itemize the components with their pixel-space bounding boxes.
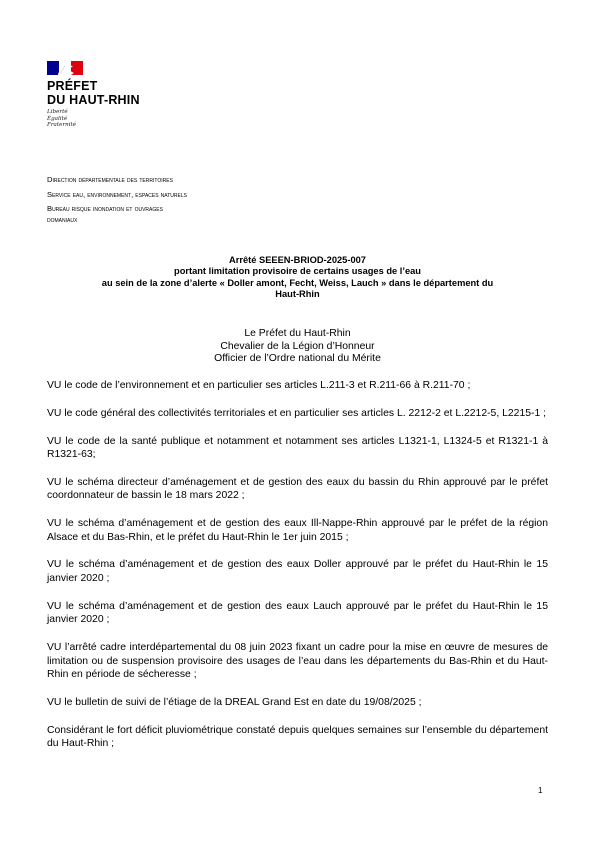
prefet-identity-line-1: Le Préfet du Haut-Rhin	[244, 328, 351, 339]
paragraph-vu-code-environnement: VU le code de l’environnement et en particulier ses articles L.211-3 et R.211-66 à R.211-70 ;	[47, 380, 471, 391]
prefet-line-2: DU HAUT-RHIN	[47, 93, 140, 107]
prefet-identity	[47, 328, 548, 366]
motto-fraternite: Fraternité	[47, 122, 77, 129]
paragraph-vu-sage-lauch: VU le schéma d’aménagement et de gestion des eaux Lauch approuvé par le préfet du Haut-Rhin le 15 janvier 2020 ;	[47, 600, 548, 626]
paragraph-vu-code-sante: VU le code de la santé publique et notamment et notamment ses articles L1321-1, L1324-5 et R1321-1 à R1321-63;	[47, 435, 548, 461]
title-line-1: Arrêté SEEEN-BRIOD-2025-007	[229, 255, 366, 265]
service-bureau	[47, 204, 232, 225]
paragraph-vu-sdage-rhin: VU le schéma directeur d’aménagement et de gestion des eaux du bassin du Rhin approuvé par le préfet coordonnateur de bassin le 18 mars 2022 ;	[47, 476, 548, 502]
title-line-2: portant limitation provisoire de certains usages de l’eau	[174, 266, 421, 277]
prefecture-name	[47, 79, 140, 107]
page-number: 1	[538, 786, 543, 795]
paragraph-considerant-deficit: Considérant le fort déficit pluviométrique constaté depuis quelques semaines sur l’ensemble du département du Haut-Rhin ;	[47, 724, 548, 750]
motto-liberte: Liberté	[47, 109, 68, 115]
title-line-3: au sein de la zone d’alerte « Doller amont, Fecht, Weiss, Lauch » dans le département du	[101, 277, 494, 288]
service-bureau-line-1: Bureau risque inondation et ouvrages	[47, 204, 163, 213]
service-direction: Direction départementale des territoires	[47, 175, 173, 184]
title-line-4: Haut-Rhin	[275, 288, 320, 299]
paragraph-vu-sage-doller: VU le schéma d’aménagement et de gestion des eaux Doller approuvé par le préfet du Haut-Rhin le 15 janvier 2020 ;	[47, 559, 548, 584]
paragraph-vu-arrete-cadre: VU l’arrêté cadre interdépartemental du 08 juin 2023 fixant un cadre pour la mise en œuvre de mesures de limitation ou de suspension provisoire des usages de l’eau dans les départements du Bas-Rhin et du Haut-Rhin en période de sécheresse ;	[47, 642, 548, 681]
paragraph-vu-bulletin-dreal: VU le bulletin de suivi de l’étiage de la DREAL Grand Est en date du 19/08/2025 ;	[47, 696, 422, 708]
decree-body	[47, 379, 548, 765]
prefet-identity-line-3: Officier de l’Ordre national du Mérite	[214, 353, 381, 365]
prefet-identity-line-2: Chevalier de la Légion d’Honneur	[220, 340, 375, 352]
paragraph-vu-code-collectivites: VU le code général des collectivités territoriales et en particulier ses articles L. 2212-2 et L.2212-5, L2215-1 ;	[47, 407, 547, 419]
issuing-services	[47, 175, 232, 225]
prefet-line-1: PRÉFET	[47, 79, 98, 93]
marianne-logo-icon	[47, 61, 83, 75]
decree-title	[47, 255, 548, 300]
motto-egalite: Égalité	[47, 115, 68, 122]
paragraph-vu-sage-ill-nappe-rhin: VU le schéma d’aménagement et de gestion des eaux Ill-Nappe-Rhin approuvé par le préfet de la région Alsace et du Bas-Rhin, et le préfet du Haut-Rhin le 1er juin 2015 ;	[47, 518, 548, 543]
republic-motto	[47, 109, 76, 129]
service-bureau-line-2: domaniaux	[47, 214, 78, 224]
service-eau: Service eau, environnement, espaces naturels	[47, 189, 187, 199]
